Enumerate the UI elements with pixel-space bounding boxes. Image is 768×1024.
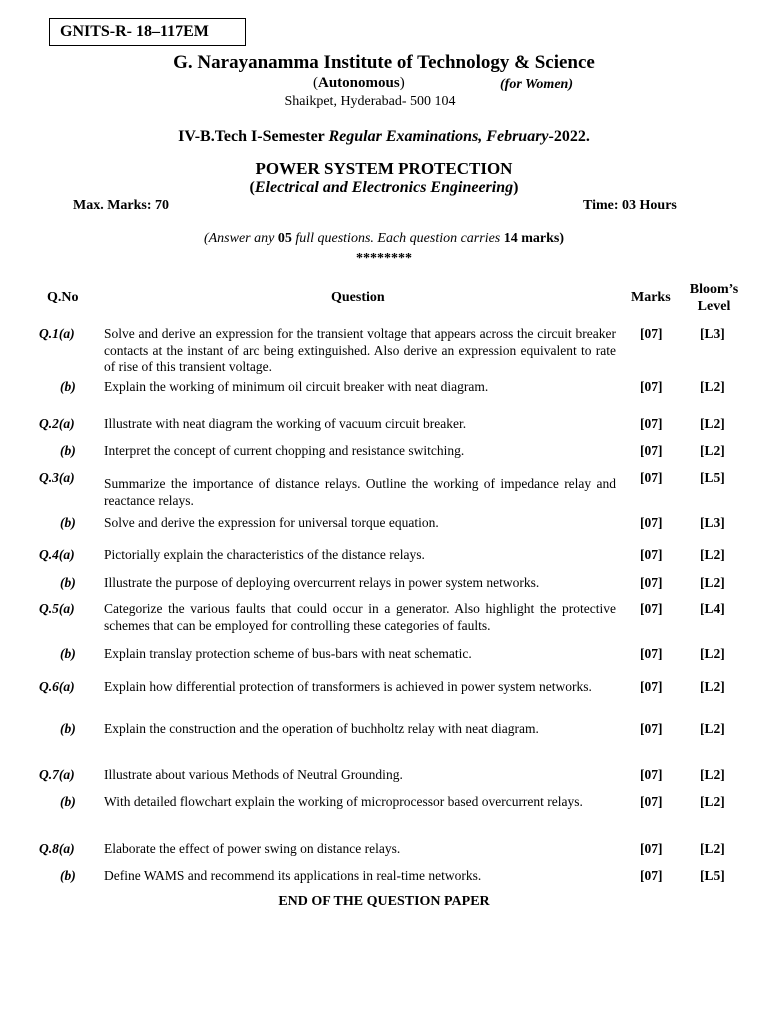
question-text: Explain the construction and the operation of buchholtz relay with neat diagram. <box>104 721 539 736</box>
autonomous-text: Autonomous <box>318 75 400 91</box>
question-text: Pictorially explain the characteristics of the distance relays. <box>104 547 425 562</box>
question-marks: [07] <box>640 443 663 458</box>
question-number: Q.2(a) <box>39 416 75 431</box>
bloom-header-line2: Level <box>697 299 731 314</box>
bloom-level: [L2] <box>700 841 725 856</box>
question-number: Q.5(a) <box>39 601 75 616</box>
question-number: (b) <box>60 794 76 809</box>
end-of-paper: END OF THE QUESTION PAPER <box>278 894 490 909</box>
paper-code: GNITS-R- 18–117EM <box>49 18 246 46</box>
question-marks: [07] <box>640 767 663 782</box>
for-women-label: (for Women) <box>500 77 573 92</box>
col-header-qno: Q.No <box>47 290 79 305</box>
bloom-level: [L2] <box>700 443 725 458</box>
question-text: Summarize the importance of distance relays. Outline the working of impedance relay and reactance relays. <box>104 476 616 508</box>
question-number: Q.3(a) <box>39 470 75 485</box>
stars-divider: ******** <box>356 251 412 266</box>
question-marks: [07] <box>640 416 663 431</box>
institute-address: Shaikpet, Hyderabad- 500 104 <box>284 94 456 109</box>
question-marks: [07] <box>640 575 663 590</box>
question-text: Interpret the concept of current chopping and resistance switching. <box>104 443 465 458</box>
col-header-bloom <box>684 281 744 315</box>
exam-suffix: -2022. <box>548 128 590 145</box>
bloom-level: [L2] <box>700 721 725 736</box>
question-number: (b) <box>60 443 76 458</box>
instructions <box>0 231 768 247</box>
autonomous-label: (Autonomous) <box>313 75 405 91</box>
bloom-level: [L5] <box>700 470 725 485</box>
bloom-level: [L5] <box>700 868 725 883</box>
bloom-header-line1: Bloom’s <box>689 282 739 297</box>
question-text: Illustrate about various Methods of Neutral Grounding. <box>104 767 403 782</box>
question-marks: [07] <box>640 794 663 809</box>
subject-title: POWER SYSTEM PROTECTION <box>255 159 513 178</box>
question-number: (b) <box>60 721 76 736</box>
bloom-level: [L2] <box>700 767 725 782</box>
question-marks: [07] <box>640 868 663 883</box>
bloom-level: [L2] <box>700 575 725 590</box>
question-text: Categorize the various faults that could occur in a generator. Also highlight the protective schemes that can be employed for controlling these categories of faults. <box>104 601 616 633</box>
question-number: Q.1(a) <box>39 326 75 341</box>
question-marks: [07] <box>640 379 663 394</box>
bloom-level: [L2] <box>700 416 725 431</box>
exam-time: Time: 03 Hours <box>583 198 677 213</box>
question-marks: [07] <box>640 547 663 562</box>
question-number: (b) <box>60 646 76 661</box>
question-number: (b) <box>60 868 76 883</box>
instr-part: (Answer any <box>203 231 278 246</box>
question-marks: [07] <box>640 679 663 694</box>
question-text: Elaborate the effect of power swing on distance relays. <box>104 841 401 856</box>
question-marks: [07] <box>640 646 663 661</box>
instr-count: 05 <box>277 231 292 246</box>
max-marks: Max. Marks: 70 <box>73 198 170 213</box>
question-text: Solve and derive an expression for the transient voltage that appears across the circuit breaker contacts at the instant of arc being extinguished. Also derive an expression equivalent to rate of rise of this transient voltage. <box>104 326 616 374</box>
question-number: Q.8(a) <box>39 841 75 856</box>
bloom-level: [L2] <box>700 379 725 394</box>
question-marks: [07] <box>640 515 663 530</box>
question-text: Solve and derive the expression for universal torque equation. <box>104 515 439 530</box>
bloom-level: [L2] <box>700 679 725 694</box>
bloom-level: [L4] <box>700 601 725 616</box>
question-number: (b) <box>60 515 76 530</box>
question-text: Define WAMS and recommend its applications in real-time networks. <box>104 868 482 883</box>
col-header-question: Question <box>331 290 385 305</box>
instr-part: full questions. Each question carries <box>291 231 504 246</box>
exam-prefix: IV-B.Tech I-Semester <box>178 128 329 145</box>
question-text: Explain how differential protection of transformers is achieved in power system networks. <box>104 679 592 694</box>
question-number: (b) <box>60 379 76 394</box>
bloom-level: [L2] <box>700 646 725 661</box>
col-header-marks: Marks <box>631 290 671 305</box>
instr-marks: 14 marks) <box>503 231 565 246</box>
bloom-level: [L3] <box>700 515 725 530</box>
bloom-level: [L2] <box>700 547 725 562</box>
question-number: (b) <box>60 575 76 590</box>
question-marks: [07] <box>640 841 663 856</box>
bloom-level: [L3] <box>700 326 725 341</box>
question-number: Q.6(a) <box>39 679 75 694</box>
question-text: Illustrate with neat diagram the working of vacuum circuit breaker. <box>104 416 467 431</box>
branch-title: (Electrical and Electronics Engineering) <box>249 179 519 196</box>
question-text: With detailed flowchart explain the working of microprocessor based overcurrent relays. <box>104 794 583 809</box>
exam-italic: Regular Examinations, February <box>328 128 549 145</box>
question-marks: [07] <box>640 721 663 736</box>
exam-title <box>0 128 768 146</box>
question-text: Explain translay protection scheme of bus-bars with neat schematic. <box>104 646 472 661</box>
branch-name: Electrical and Electronics Engineering <box>254 179 514 196</box>
bloom-level: [L2] <box>700 794 725 809</box>
question-text: Illustrate the purpose of deploying overcurrent relays in power system networks. <box>104 575 540 590</box>
question-text: Explain the working of minimum oil circuit breaker with neat diagram. <box>104 379 489 394</box>
question-number: Q.4(a) <box>39 547 75 562</box>
institute-name: G. Narayanamma Institute of Technology & Science <box>173 52 595 73</box>
question-marks: [07] <box>640 326 663 341</box>
question-marks: [07] <box>640 601 663 616</box>
question-marks: [07] <box>640 470 663 485</box>
question-number: Q.7(a) <box>39 767 75 782</box>
